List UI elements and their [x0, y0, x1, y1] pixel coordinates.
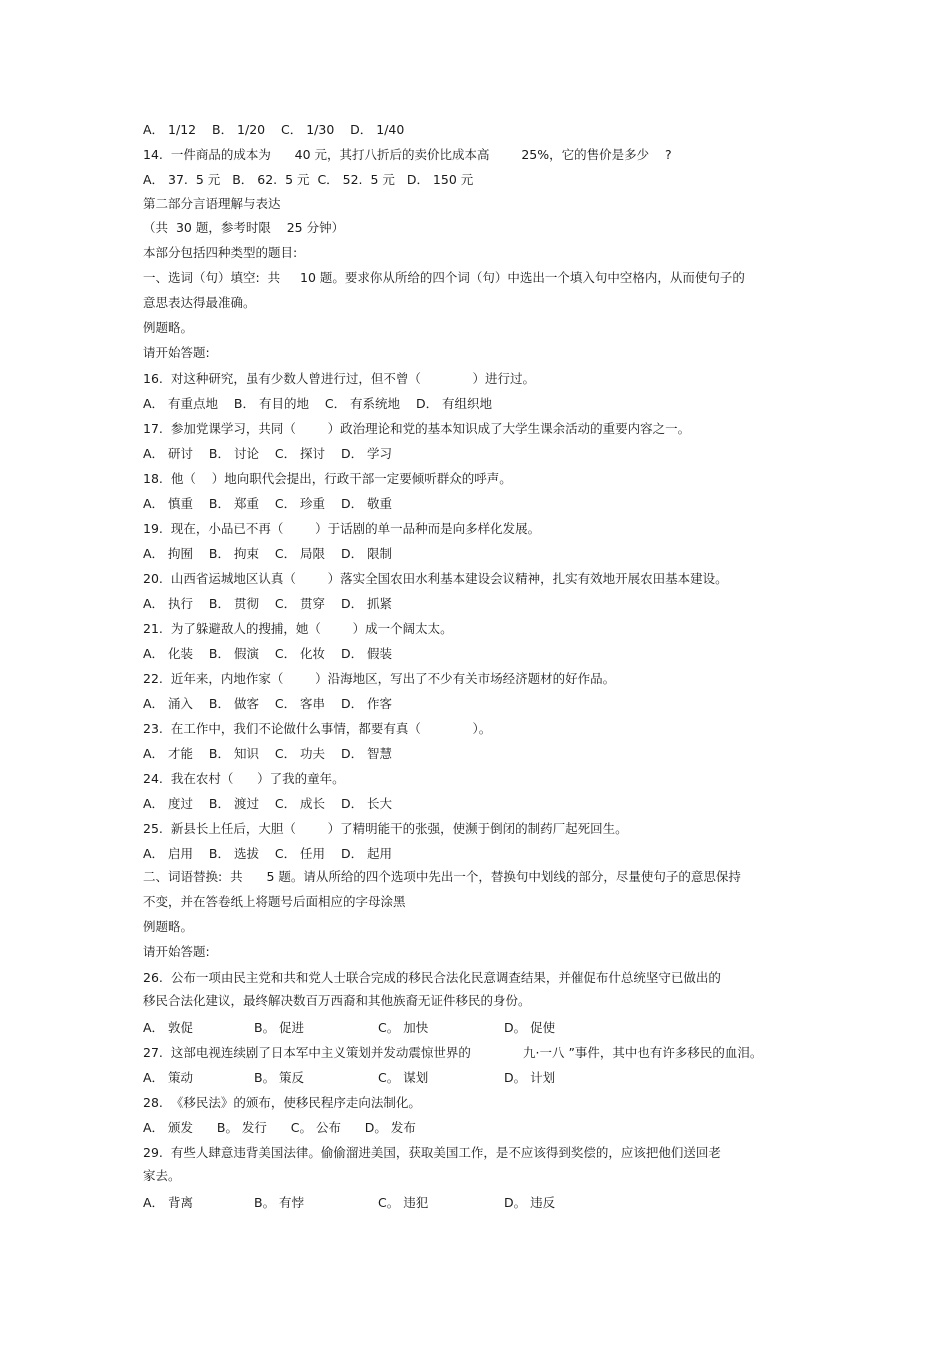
- options-18: A． 慎重 B． 郑重 C． 珍重 D． 敬重: [143, 496, 393, 511]
- question-26: 26. 公布一项由民主党和共和党人士联合完成的移民合法化民意调查结果，并催促布什总统坚守已做出的: [143, 970, 721, 985]
- options-29-d: D。 违反: [504, 1195, 556, 1210]
- options-29-b: B。 有悖: [254, 1195, 305, 1210]
- section-heading: 第二部分言语理解与表达: [143, 196, 281, 211]
- question-19: 19. 现在，小品已不再（ ）于话剧的单一品种而是向多样化发展。: [143, 521, 541, 536]
- question-20: 20. 山西省运城地区认真（ ）落实全国农田水利基本建设会议精神，扎实有效地开展农田基本建设。: [143, 571, 728, 586]
- options-16: A． 有重点地 B． 有目的地 C． 有系统地 D． 有组织地: [143, 396, 493, 411]
- options-20: A． 执行 B． 贯彻 C． 贯穿 D． 抓紧: [143, 596, 393, 611]
- question-21: 21. 为了躲避敌人的搜捕，她（ ）成一个阔太太。: [143, 621, 453, 636]
- options-26-a: A． 敦促: [143, 1020, 194, 1035]
- question-22: 22. 近年来，内地作家（ ）沿海地区，写出了不少有关市场经济题材的好作品。: [143, 671, 616, 686]
- question-27: 27. 这部电视连续剧了日本军中主义策划并发动震惊世界的: [143, 1045, 471, 1060]
- options-21: A． 化装 B． 假演 C． 化妆 D． 假装: [143, 646, 393, 661]
- text-line: 请开始答题:: [143, 944, 210, 959]
- text-line: 例题略。: [143, 919, 194, 934]
- question-17: 17. 参加党课学习，共同（ ）政治理论和党的基本知识成了大学生课余活动的重要内容之一。: [143, 421, 691, 436]
- options-27-c: C。 谋划: [378, 1070, 429, 1085]
- text-line: 14. 一件商品的成本为 40 元，其打八折后的卖价比成本高 25%，它的售价是多少 ?: [143, 147, 672, 162]
- question-28: 28. 《移民法》的颁布，使移民程序走向法制化。: [143, 1095, 421, 1110]
- options-29-c: C。 违犯: [378, 1195, 429, 1210]
- options-23: A． 才能 B． 知识 C． 功夫 D． 智慧: [143, 746, 393, 761]
- options-25: A． 启用 B． 选拔 C． 任用 D． 起用: [143, 846, 393, 861]
- text-line: 不变，并在答卷纸上将题号后面相应的字母涂黑: [143, 894, 406, 909]
- question-26-cont: 移民合法化建议，最终解决数百万西裔和其他族裔无证件移民的身份。: [143, 993, 531, 1008]
- options-26-d: D。 促使: [504, 1020, 556, 1035]
- question-27-tail: 九·一八 ”事件，其中也有许多移民的血泪。: [523, 1045, 763, 1060]
- question-18: 18. 他（ ）地向职代会提出，行政干部一定要倾听群众的呼声。: [143, 471, 512, 486]
- section-heading: 二、词语替换: 共 5 题。请从所给的四个选项中先出一个，替换句中划线的部分，尽量使句子的意思保持: [143, 869, 741, 884]
- options-27-a: A． 策动: [143, 1070, 194, 1085]
- text-line: 例题略。: [143, 320, 194, 335]
- options-17: A． 研讨 B． 讨论 C． 探讨 D． 学习: [143, 446, 393, 461]
- options-29-a: A． 背离: [143, 1195, 194, 1210]
- question-25: 25. 新县长上任后，大胆（ ）了精明能干的张强，使濒于倒闭的制药厂起死回生。: [143, 821, 628, 836]
- question-29: 29. 有些人肆意违背美国法律。偷偷溜进美国，获取美国工作，是不应该得到奖偿的，应该把他们送回老: [143, 1145, 721, 1160]
- text-line: 意思表达得最准确。: [143, 295, 256, 310]
- options-19: A． 拘囿 B． 拘束 C． 局限 D． 限制: [143, 546, 393, 561]
- question-16: 16. 对这种研究，虽有少数人曾进行过，但不曾（ ）进行过。: [143, 371, 535, 386]
- question-23: 23. 在工作中，我们不论做什么事情，都要有真（ ）。: [143, 721, 492, 736]
- options-27-b: B。 策反: [254, 1070, 305, 1085]
- options-22: A． 涌入 B． 做客 C． 客串 D． 作客: [143, 696, 393, 711]
- question-29-cont: 家去。: [143, 1168, 181, 1183]
- text-line: 本部分包括四种类型的题目:: [143, 245, 298, 260]
- text-line: 一、选词（句）填空: 共 10 题。要求你从所给的四个词（句）中选出一个填入句中空格内，从而使句子的: [143, 270, 745, 285]
- text-line: （共 30 题，参考时限 25 分钟）: [143, 220, 345, 235]
- options-26-c: C。 加快: [378, 1020, 429, 1035]
- text-line: 请开始答题:: [143, 345, 210, 360]
- options-27-d: D。 计划: [504, 1070, 556, 1085]
- options-26-b: B。 促进: [254, 1020, 305, 1035]
- text-line: A． 37. 5 元 B． 62. 5 元 C． 52. 5 元 D． 150 元: [143, 172, 474, 187]
- text-line: A． 1/12 B． 1/20 C． 1/30 D． 1/40: [143, 122, 405, 137]
- question-24: 24. 我在农村（ ）了我的童年。: [143, 771, 345, 786]
- options-28: A． 颁发 B。 发行 C。 公布 D。 发布: [143, 1120, 416, 1135]
- options-24: A． 度过 B． 渡过 C． 成长 D． 长大: [143, 796, 393, 811]
